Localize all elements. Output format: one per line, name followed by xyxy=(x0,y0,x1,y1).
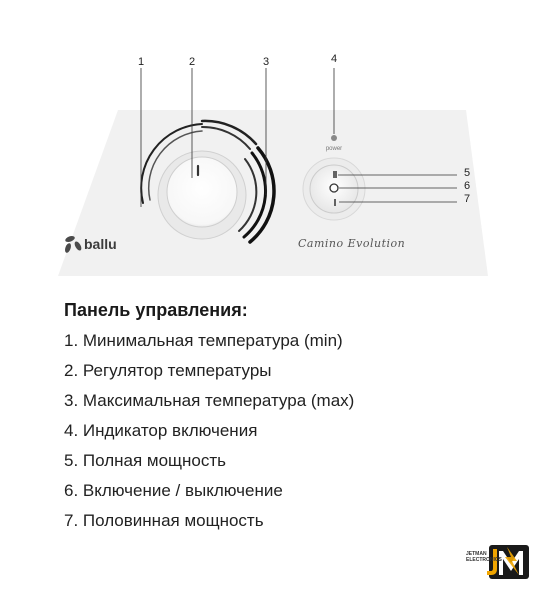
watermark-line2: ELECTRONICS xyxy=(466,557,502,563)
power-indicator-icon xyxy=(331,135,337,141)
legend-item-3: 3. Максимальная температура (max) xyxy=(64,391,355,410)
legend-title: Панель управления: xyxy=(64,300,248,320)
legend xyxy=(64,300,504,541)
legend-item-1: 1. Минимальная температура (min) xyxy=(64,331,343,350)
legend-item-5: 5. Полная мощность xyxy=(64,451,227,470)
temperature-knob[interactable] xyxy=(167,157,237,227)
callout-4: 4 xyxy=(331,53,338,65)
legend-item-6: 6. Включение / выключение xyxy=(64,481,283,500)
callout-6: 6 xyxy=(464,180,471,192)
callout-1: 1 xyxy=(138,56,145,68)
callout-3: 3 xyxy=(263,56,270,68)
callout-5: 5 xyxy=(464,167,471,179)
legend-item-4: 4. Индикатор включения xyxy=(64,421,258,440)
watermark-text xyxy=(466,551,502,563)
model-name: Camino Evolution xyxy=(298,237,406,250)
brand-name: ballu xyxy=(84,236,117,252)
power-label: power xyxy=(325,146,343,152)
legend-item-7: 7. Половинная мощность xyxy=(64,511,264,530)
legend-item-2: 2. Регулятор температуры xyxy=(64,361,272,380)
callout-2: 2 xyxy=(189,56,196,68)
callout-7: 7 xyxy=(464,193,471,205)
watermark-line1: JETMAN xyxy=(466,551,487,557)
